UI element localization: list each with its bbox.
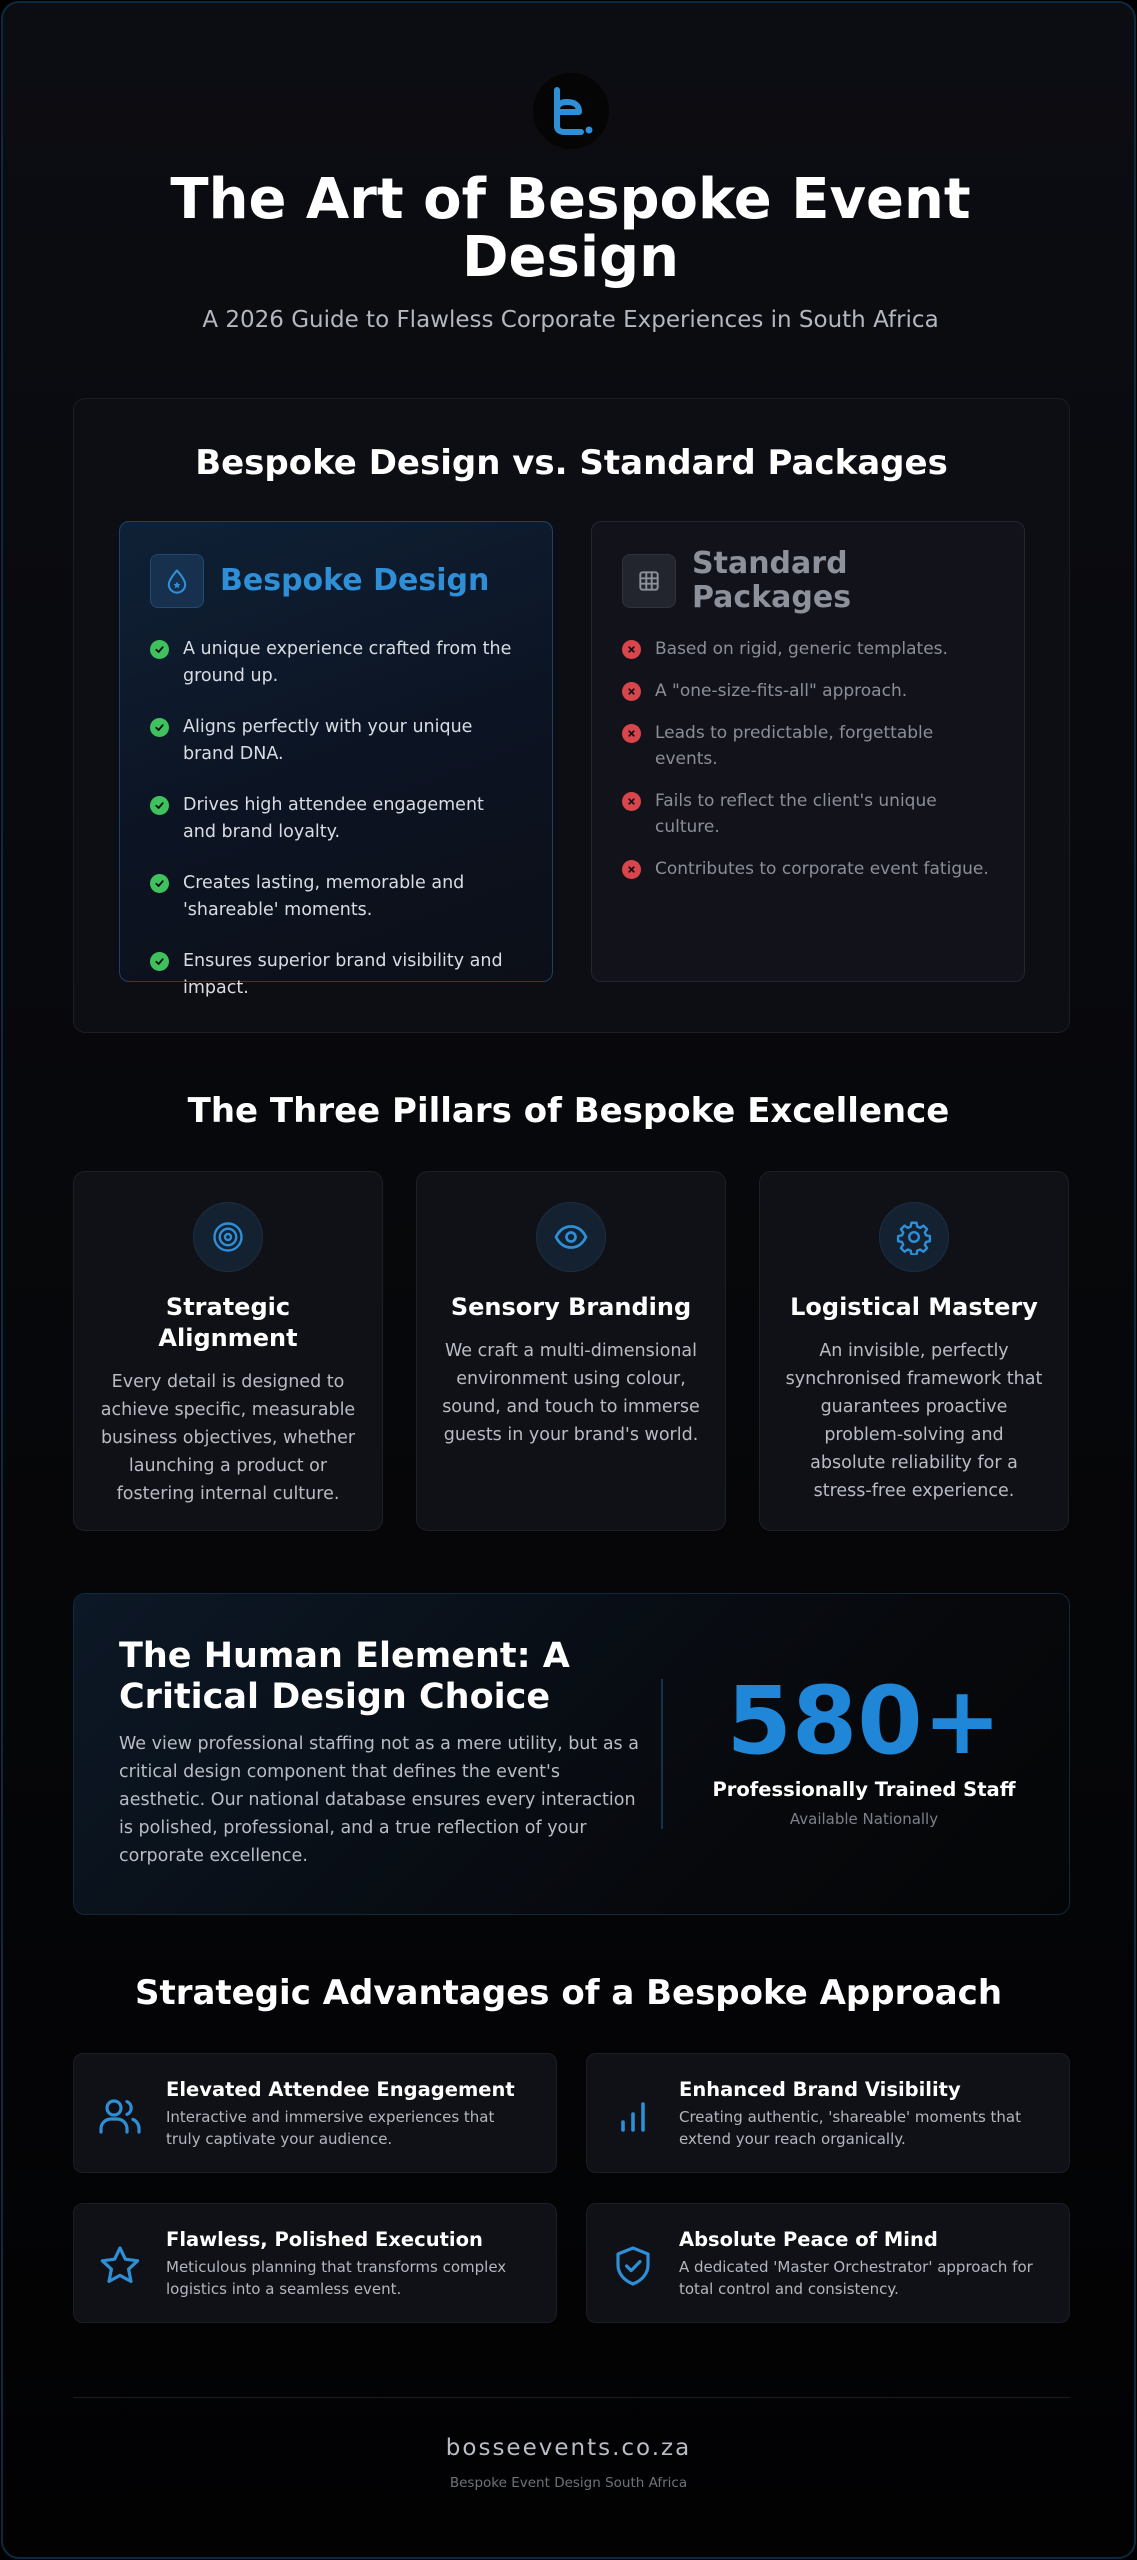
check-icon	[150, 640, 169, 659]
pillar-sensory-branding	[416, 1171, 726, 1531]
pillar-text: Every detail is designed to achieve specific, measurable business objectives, whether launching a product or fostering internal culture.	[100, 1372, 356, 1504]
cross-icon	[622, 724, 641, 743]
list-item-text: Ensures superior brand visibility and impact.	[183, 951, 503, 998]
staff-count: 580+	[726, 1667, 1002, 1776]
pillar-text: We craft a multi-dimensional environment using colour, sound, and touch to immerse guests in your brand's world.	[442, 1341, 700, 1445]
eye-icon	[536, 1202, 606, 1272]
check-icon	[150, 718, 169, 737]
list-item-text: Aligns perfectly with your unique brand DNA.	[183, 717, 473, 764]
page-subtitle: A 2026 Guide to Flawless Corporate Experiences in South Africa	[202, 307, 939, 333]
list-item-text: A unique experience crafted from the ground up.	[183, 639, 512, 686]
pillar-text: An invisible, perfectly synchronised framework that guarantees proactive problem-solving and absolute reliability for a stress-free experience.	[785, 1341, 1043, 1501]
cross-icon	[622, 860, 641, 879]
advantage-execution	[73, 2203, 557, 2323]
list-item	[150, 870, 522, 924]
list-item-text: Drives high attendee engagement and brand loyalty.	[183, 795, 484, 842]
standard-card	[591, 521, 1025, 982]
list-item-text: Creates lasting, memorable and 'shareable' moments.	[183, 873, 465, 920]
standard-card-title: Standard Packages	[692, 546, 852, 615]
bespoke-card-title: Bespoke Design	[220, 563, 490, 598]
advantage-title: Enhanced Brand Visibility	[679, 2078, 961, 2101]
list-item-text: Based on rigid, generic templates.	[655, 639, 948, 659]
list-item	[150, 792, 522, 846]
page-title-line-2: Design	[462, 225, 679, 290]
check-icon	[150, 952, 169, 971]
advantages-title: Strategic Advantages of a Bespoke Approach	[134, 1973, 1003, 2013]
list-item	[150, 948, 522, 1002]
advantage-visibility	[586, 2053, 1070, 2173]
list-item	[622, 788, 994, 840]
advantage-title: Elevated Attendee Engagement	[166, 2078, 515, 2101]
comparison-section	[73, 398, 1070, 1033]
infographic-frame	[1, 1, 1136, 2559]
cross-icon	[622, 640, 641, 659]
target-icon	[193, 1202, 263, 1272]
list-item	[622, 678, 994, 704]
footer-divider	[73, 2397, 1070, 2398]
list-item-text: A "one-size-fits-all" approach.	[655, 681, 908, 701]
advantage-text: A dedicated 'Master Orchestrator' approach for total control and consistency.	[679, 2258, 1033, 2298]
footer-tagline: Bespoke Event Design South Africa	[449, 2475, 688, 2491]
list-item	[622, 856, 994, 882]
staff-count-sub: Available Nationally	[789, 1810, 939, 1828]
advantage-engagement	[73, 2053, 557, 2173]
human-element-text: We view professional staffing not as a mere utility, but as a critical design component that defines the event's aesthetic. Our national database ensures every interaction is polished, professional, and a true reflection of your corporate excellence.	[119, 1734, 639, 1866]
list-item	[150, 636, 522, 690]
list-item-text: Contributes to corporate event fatigue.	[655, 859, 989, 879]
page-title-line-1: The Art of Bespoke Event	[170, 167, 971, 232]
advantage-peace-of-mind	[586, 2203, 1070, 2323]
users-icon	[96, 2092, 144, 2140]
advantage-text: Interactive and immersive experiences that truly captivate your audience.	[166, 2108, 495, 2148]
staff-count-label: Professionally Trained Staff	[712, 1778, 1016, 1801]
shield-check-icon	[609, 2242, 657, 2290]
check-icon	[150, 874, 169, 893]
divider	[661, 1679, 663, 1829]
star-icon	[96, 2242, 144, 2290]
bar-chart-icon	[609, 2092, 657, 2140]
list-item	[150, 714, 522, 768]
advantage-text: Meticulous planning that transforms complex logistics into a seamless event.	[166, 2258, 507, 2298]
gear-icon	[879, 1202, 949, 1272]
pillar-title: Sensory Branding	[450, 1293, 692, 1321]
human-element-title: The Human Element: A Critical Design Choice	[119, 1636, 570, 1717]
advantage-title: Absolute Peace of Mind	[679, 2228, 938, 2251]
brand-logo	[533, 73, 609, 149]
cross-icon	[622, 792, 641, 811]
bespoke-list	[150, 636, 522, 1002]
list-item-text: Leads to predictable, forgettable events.	[655, 723, 934, 769]
grid-icon	[622, 554, 676, 608]
pillar-logistical-mastery	[759, 1171, 1069, 1531]
standard-list	[622, 636, 994, 882]
pillar-strategic-alignment	[73, 1171, 383, 1531]
human-element-section	[73, 1593, 1070, 1915]
list-item	[622, 636, 994, 662]
droplet-icon	[150, 554, 204, 608]
page-title	[103, 167, 1038, 290]
list-item	[622, 720, 994, 772]
advantage-text: Creating authentic, 'shareable' moments that extend your reach organically.	[679, 2108, 1021, 2148]
footer-website-link[interactable]: bosseevents.co.za	[445, 2435, 692, 2461]
pillars-title: The Three Pillars of Bespoke Excellence	[187, 1091, 950, 1131]
cross-icon	[622, 682, 641, 701]
pillar-title: Strategic Alignment	[158, 1293, 298, 1352]
check-icon	[150, 796, 169, 815]
bespoke-card	[119, 521, 553, 998]
advantage-title: Flawless, Polished Execution	[166, 2228, 483, 2251]
list-item-text: Fails to reflect the client's unique culture.	[655, 791, 937, 837]
pillar-title: Logistical Mastery	[790, 1293, 1038, 1321]
comparison-title: Bespoke Design vs. Standard Packages	[195, 443, 948, 483]
